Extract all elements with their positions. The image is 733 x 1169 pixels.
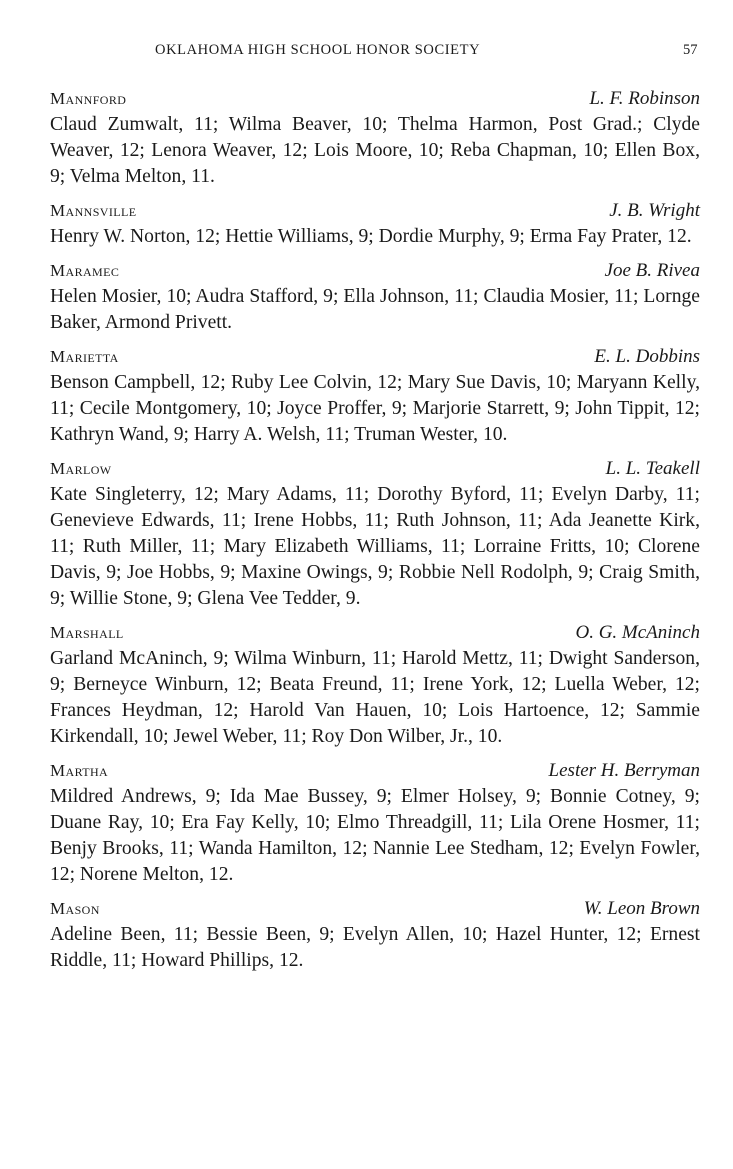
school-town: Mannford	[50, 89, 127, 108]
entry-heading	[50, 456, 700, 482]
member-list: Mildred Andrews, 9; Ida Mae Bussey, 9; Elmer Holsey, 9; Bonnie Cotney, 9; Duane Ray, 10; Era Fay Kelly, 10; Elmo Threadgill, 11; Lila Orene Hosmer, 11; Benjy Brooks, 11; Wanda Hamilton, 12; Nannie Lee Stedham, 12; Evelyn Fowler, 12; Norene Melton, 12.	[50, 786, 700, 885]
school-entry	[50, 258, 700, 336]
school-entry	[50, 620, 700, 750]
school-entry	[50, 896, 700, 974]
school-entry	[50, 344, 700, 448]
entry-heading	[50, 758, 700, 784]
member-list: Henry W. Norton, 12; Hettie Williams, 9; Dordie Murphy, 9; Erma Fay Prater, 12.	[50, 226, 692, 247]
entry-heading	[50, 86, 700, 112]
sponsor-name: E. L. Dobbins	[594, 346, 700, 367]
sponsor-name: J. B. Wright	[609, 200, 700, 221]
entry-heading	[50, 344, 700, 370]
page-number: 57	[683, 42, 698, 58]
school-town: Marietta	[50, 347, 119, 366]
running-head	[0, 42, 733, 62]
member-list: Kate Singleterry, 12; Mary Adams, 11; Dorothy Byford, 11; Evelyn Darby, 11; Genevieve Edwards, 11; Irene Hobbs, 11; Ruth Johnson, 11; Ada Jeanette Kirk, 11; Ruth Miller, 11; Mary Elizabeth Williams, 11; Lorraine Fritts, 10; Clorene Davis, 9; Joe Hobbs, 9; Maxine Owings, 9; Robbie Nell Rodolph, 9; Craig Smith, 9; Willie Stone, 9; Glena Vee Tedder, 9.	[50, 484, 700, 609]
entry-heading	[50, 258, 700, 284]
member-list: Benson Campbell, 12; Ruby Lee Colvin, 12; Mary Sue Davis, 10; Maryann Kelly, 11; Cecile Montgomery, 10; Joyce Proffer, 9; Marjorie Starrett, 9; John Tippit, 12; Kathryn Wand, 9; Harry A. Welsh, 11; Truman Wester, 10.	[50, 372, 700, 445]
school-entry	[50, 758, 700, 888]
school-town: Marshall	[50, 623, 124, 642]
school-town: Maramec	[50, 261, 120, 280]
sponsor-name: O. G. McAninch	[575, 622, 700, 643]
sponsor-name: L. L. Teakell	[605, 458, 700, 479]
member-list: Claud Zumwalt, 11; Wilma Beaver, 10; Thelma Harmon, Post Grad.; Clyde Weaver, 12; Lenora Weaver, 12; Lois Moore, 10; Reba Chapman, 10; Ellen Box, 9; Velma Melton, 11.	[50, 114, 700, 187]
entry-heading	[50, 198, 700, 224]
school-town: Marlow	[50, 459, 112, 478]
school-entry	[50, 198, 700, 250]
entry-heading	[50, 620, 700, 646]
school-entry	[50, 456, 700, 612]
school-town: Martha	[50, 761, 109, 780]
sponsor-name: Lester H. Berryman	[548, 760, 700, 781]
entries-list	[50, 86, 700, 982]
entry-heading	[50, 896, 700, 922]
sponsor-name: L. F. Robinson	[589, 88, 700, 109]
member-list: Helen Mosier, 10; Audra Stafford, 9; Ella Johnson, 11; Claudia Mosier, 11; Lornge Baker, Armond Privett.	[50, 286, 700, 333]
school-town: Mannsville	[50, 201, 137, 220]
member-list: Garland McAninch, 9; Wilma Winburn, 11; Harold Mettz, 11; Dwight Sanderson, 9; Berneyce Winburn, 12; Beata Freund, 11; Irene York, 12; Luella Weber, 12; Frances Heydman, 12; Harold Van Hauen, 10; Lois Hartoence, 12; Sammie Kirkendall, 10; Jewel Weber, 11; Roy Don Wilber, Jr., 10.	[50, 648, 700, 747]
school-entry	[50, 86, 700, 190]
school-town: Mason	[50, 899, 100, 918]
sponsor-name: W. Leon Brown	[583, 898, 700, 919]
sponsor-name: Joe B. Rivea	[604, 260, 700, 281]
member-list: Adeline Been, 11; Bessie Been, 9; Evelyn Allen, 10; Hazel Hunter, 12; Ernest Riddle, 11; Howard Phillips, 12.	[50, 924, 700, 971]
running-title: OKLAHOMA HIGH SCHOOL HONOR SOCIETY	[155, 42, 481, 58]
